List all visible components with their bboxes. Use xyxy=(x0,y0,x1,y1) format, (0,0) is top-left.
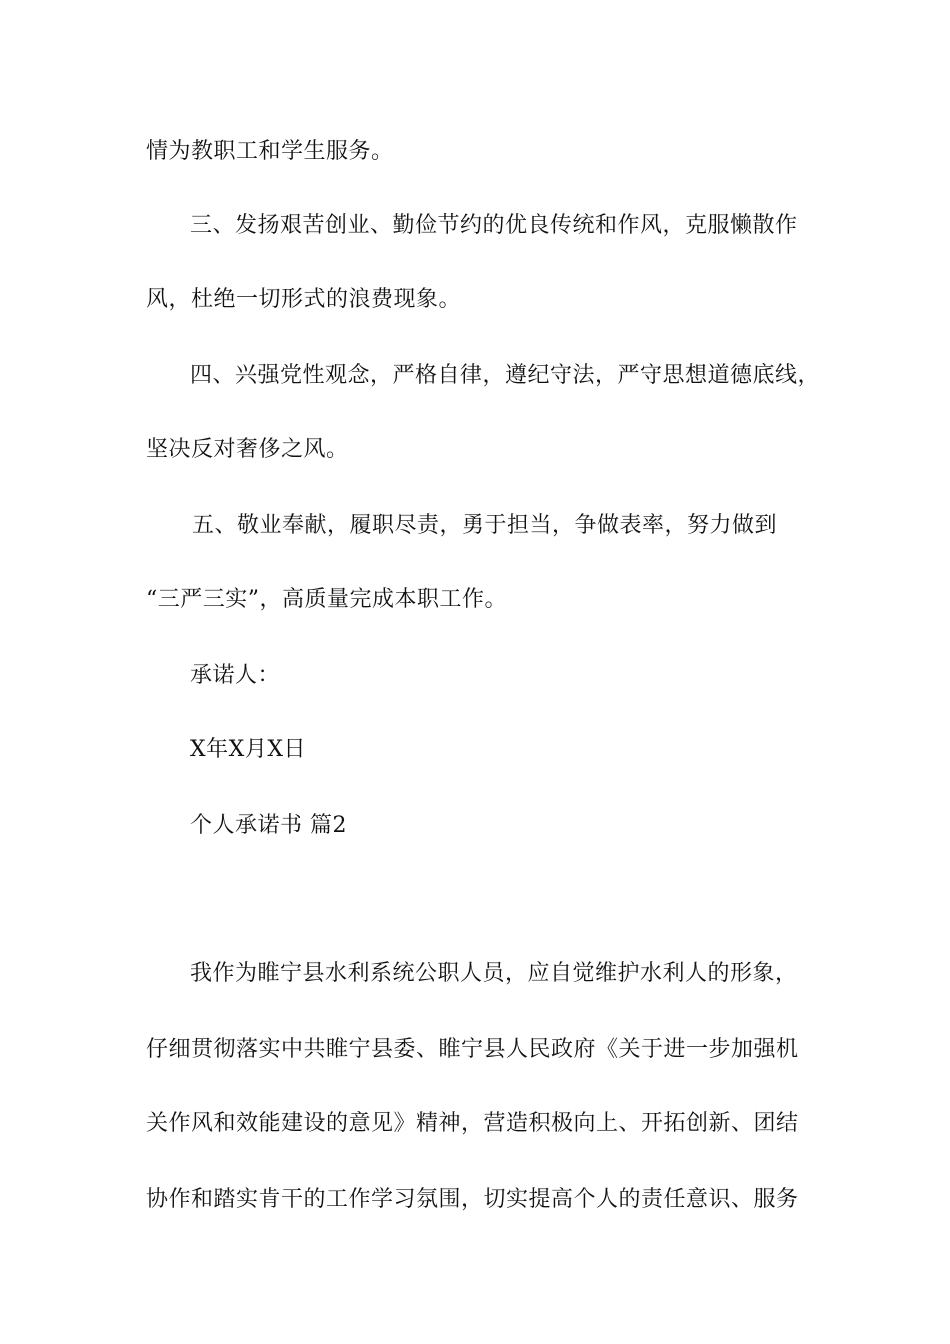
date-line: X年X月X日 xyxy=(190,737,306,762)
paragraph-line: 情为教职工和学生服务。 xyxy=(146,139,394,164)
paragraph-line: 四、兴强党性观念，严格自律，遵纪守法，严守思想道德底线， xyxy=(190,363,821,388)
paragraph-line: 关作风和效能建设的意见》精神，营造积极向上、开拓创新、团结 xyxy=(146,1111,799,1136)
signer-label: 承诺人： xyxy=(190,663,281,688)
paragraph-line: 仔细贯彻落实中共睢宁县委、睢宁县人民政府《关于进一步加强机 xyxy=(146,1037,799,1062)
paragraph-line: 协作和踏实肯干的工作学习氛围，切实提高个人的责任意识、服务 xyxy=(146,1187,799,1212)
paragraph-line: 风，杜绝一切形式的浪费现象。 xyxy=(146,287,462,312)
paragraph-line: “三严三实”，高质量完成本职工作。 xyxy=(146,587,507,612)
section-heading: 个人承诺书 篇2 xyxy=(190,813,347,838)
paragraph-line: 三、发扬艰苦创业、勤俭节约的优良传统和作风，克服懒散作 xyxy=(190,213,798,238)
paragraph-line: 我作为睢宁县水利系统公职人员，应自觉维护水利人的形象， xyxy=(190,961,798,986)
paragraph-line: 五、敬业奉献，履职尽责，勇于担当，争做表率，努力做到 xyxy=(192,513,778,538)
paragraph-line: 坚决反对奢侈之风。 xyxy=(146,437,349,462)
